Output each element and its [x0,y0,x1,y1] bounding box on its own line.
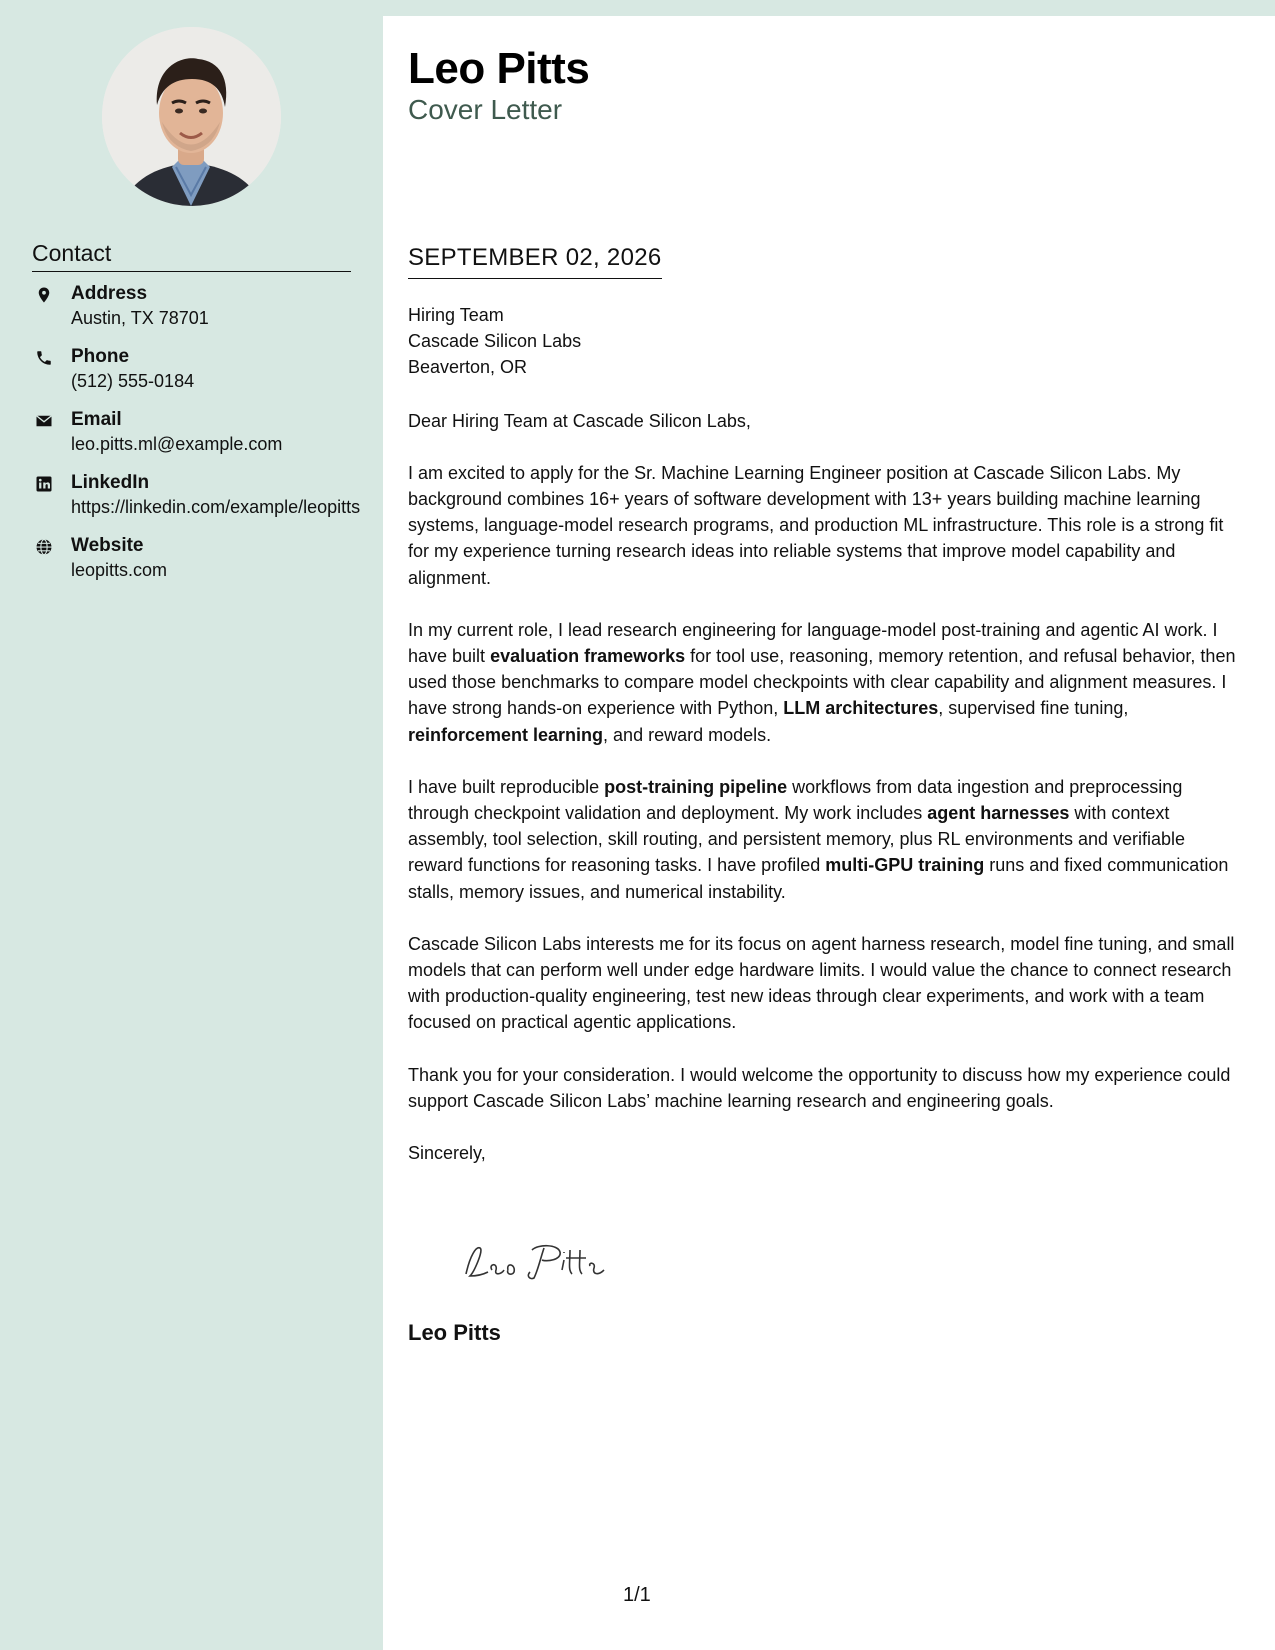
contact-item-linkedin [32,471,362,519]
recipient-block [408,302,1243,381]
paragraph-2: In my current role, I lead research engineering for language-model post-training and agentic AI work. I have built evaluation frameworks for tool use, reasoning, memory retention, and refusal behavior, then used those benchmarks to compare model checkpoints with clear capability and alignment measures. I have strong hands-on experience with Python, LLM architectures, supervised fine tuning, reinforcement learning, and reward models. [408,619,1236,745]
email-link[interactable]: leo.pitts.ml@example.com [71,434,283,454]
document-subtitle: Cover Letter [408,94,563,125]
keyword: LLM architectures [783,698,939,719]
paragraph-5: Thank you for your consideration. I would welcome the opportunity to discuss how my experience could support Cascade Silicon Labs’ machine learning research and engineering goals. [408,1064,1231,1111]
keyword: post-training pipeline [604,776,788,797]
contact-label: Website [71,535,144,556]
closing: Sincerely, [408,1143,486,1164]
keyword: evaluation frameworks [490,646,686,667]
keyword: agent harnesses [927,803,1070,824]
recipient-line: Beaverton, OR [408,357,528,378]
phone-icon [35,349,53,367]
contact-item-website [32,534,362,582]
globe-icon [35,538,53,556]
phone-value: (512) 555-0184 [71,371,195,391]
recipient-line: Hiring Team [408,305,504,325]
signature-image [458,1236,628,1286]
address-value: Austin, TX 78701 [71,308,209,328]
contact-list [32,282,362,597]
contact-label: LinkedIn [71,472,150,493]
sidebar [0,0,383,1650]
profile-photo [102,27,281,206]
letter-date: SEPTEMBER 02, 2026 [408,244,662,279]
recipient-line: Cascade Silicon Labs [408,331,582,352]
signer-name: Leo Pitts [408,1320,501,1345]
portrait-image [102,27,281,206]
paragraph-1: I am excited to apply for the Sr. Machine Learning Engineer position at Cascade Silicon Labs. My background combines 16+ years of software development with 13+ years building machine learning systems, language-model research programs, and production ML infrastructure. This role is a strong fit for my experience turning research ideas into reliable systems that improve model capability and alignment. [408,462,1224,588]
contact-item-email [32,408,362,456]
letter-body [408,302,1243,1192]
keyword: multi-GPU training [825,855,985,876]
contact-label: Phone [71,346,130,367]
applicant-name: Leo Pitts [408,44,590,93]
linkedin-icon [35,475,53,493]
contact-heading: Contact [32,240,351,272]
contact-item-address [32,282,362,330]
paragraph-4: Cascade Silicon Labs interests me for its focus on agent harness research, model fine tuning, and small models that can perform well under edge hardware limits. I would value the chance to connect research with production-quality engineering, test new ideas through clear experiments, and work with a team focused on practical agentic applications. [408,933,1235,1033]
contact-label: Address [71,283,148,304]
keyword: reinforcement learning [408,724,604,745]
linkedin-link[interactable]: https://linkedin.com/example/leopitts [71,497,361,517]
main-content [383,16,1275,1650]
envelope-icon [35,412,53,430]
salutation: Dear Hiring Team at Cascade Silicon Labs, [408,410,751,431]
paragraph-3: I have built reproducible post-training pipeline workflows from data ingestion and preprocessing through checkpoint validation and deployment. My work includes agent harnesses with context assembly, tool selection, skill routing, and persistent memory, plus RL environments and verifiable reward functions for reasoning tasks. I have profiled multi-GPU training runs and fixed communication stalls, memory issues, and numerical instability. [408,776,1229,902]
contact-item-phone [32,345,362,393]
page-number: 1/1 [623,1584,651,1606]
website-link[interactable]: leopitts.com [71,560,168,580]
map-pin-icon [35,286,53,304]
contact-label: Email [71,409,122,430]
